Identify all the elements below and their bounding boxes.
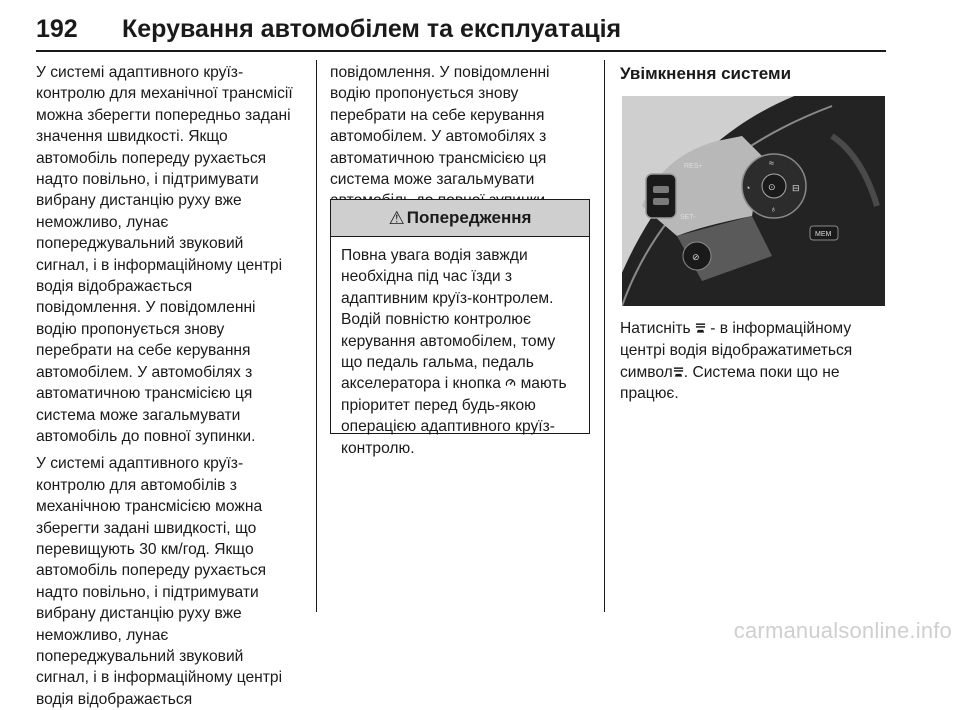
- text-column-1: [36, 62, 306, 710]
- warning-box: [330, 199, 590, 457]
- page-header: [36, 10, 886, 50]
- section-title: Увімкнення системи: [620, 64, 792, 83]
- page-number: 192: [36, 15, 78, 43]
- header-rule: [36, 50, 886, 52]
- res-label: RES+: [684, 163, 703, 170]
- svg-text:♁: ♁: [770, 204, 777, 214]
- adaptive-cruise-car-icon: [695, 322, 706, 334]
- watermark: carmanualsonline.info: [733, 618, 952, 643]
- body-paragraph: повідомлення. У повідомленні водію пропонується знову перебрати на себе керування автомобілем. У автомобілях з автоматичною трансмісією ця система може загальмувати: [330, 64, 550, 189]
- warning-text: [331, 237, 589, 459]
- column-divider: [316, 60, 317, 612]
- warning-text-part: мають пріоритет перед будь-якою операцією адаптивного круїз- контролю.: [341, 375, 567, 457]
- svg-text:◔: ◔: [745, 183, 751, 193]
- svg-text:⊘: ⊘: [692, 252, 700, 262]
- instruction-text-part: Натисніть: [620, 320, 695, 337]
- page-title: Керування автомобілем та експлуатація: [122, 15, 622, 43]
- instruction-text-part: . Система поки що не працює.: [620, 363, 840, 403]
- cruise-control-icon: [505, 377, 516, 389]
- instruction-text-part: - в інформаційному центрі водія відображатиметься символ: [620, 320, 853, 381]
- set-label: SET-: [680, 214, 696, 221]
- svg-text:≈: ≈: [769, 158, 774, 168]
- steering-wheel-photo: [622, 96, 885, 306]
- body-paragraph: У системі адаптивного круїз- контролю для механічної трансмісії можна зберегти попередньо задані значення швидкості. Якщо автомобіль попереду рухається надто повільно, і підтримувати вибрану дистанцію руху вже неможливо, лунає попереджувальний звуковий сигнал, і в інформаційному центрі водія відображається повідомлення. У повідомленні водію пропонується знову перебрати на себе керування автомобілем. У автомобілях з автоматичною трансмісією ця система може загальмувати автомобіль до повної зупинки.: [36, 64, 293, 445]
- svg-text:⊙: ⊙: [768, 182, 776, 192]
- mem-label: MEM: [815, 231, 832, 238]
- instruction-text: [620, 318, 886, 405]
- svg-text:⊟: ⊟: [792, 183, 800, 193]
- adaptive-cruise-car-icon: [673, 366, 684, 378]
- warning-header: [331, 200, 589, 237]
- warning-title: Попередження: [406, 208, 532, 227]
- warning-triangle-icon: ⚠: [388, 207, 405, 228]
- column-divider: [604, 60, 605, 612]
- warning-text-part: Повна увага водія завжди необхідна під час їзди з адаптивним круїз-контролем. Водій повністю контролює керування автомобілем, тому що педаль гальма, педаль акселератора і кнопка: [341, 247, 556, 393]
- body-paragraph: У системі адаптивного круїз- контролю для автомобілів з механічною трансмісією можна зберегти задані швидкості, що перевищують 30 км/год. Якщо автомобіль попереду рухається надто повільно, і підтримувати вибрану дистанцію руху вже неможливо, лунає попереджувальний звуковий сигнал, і в інформаційному центрі водія відображається: [36, 455, 283, 708]
- text-column-2: [330, 62, 592, 212]
